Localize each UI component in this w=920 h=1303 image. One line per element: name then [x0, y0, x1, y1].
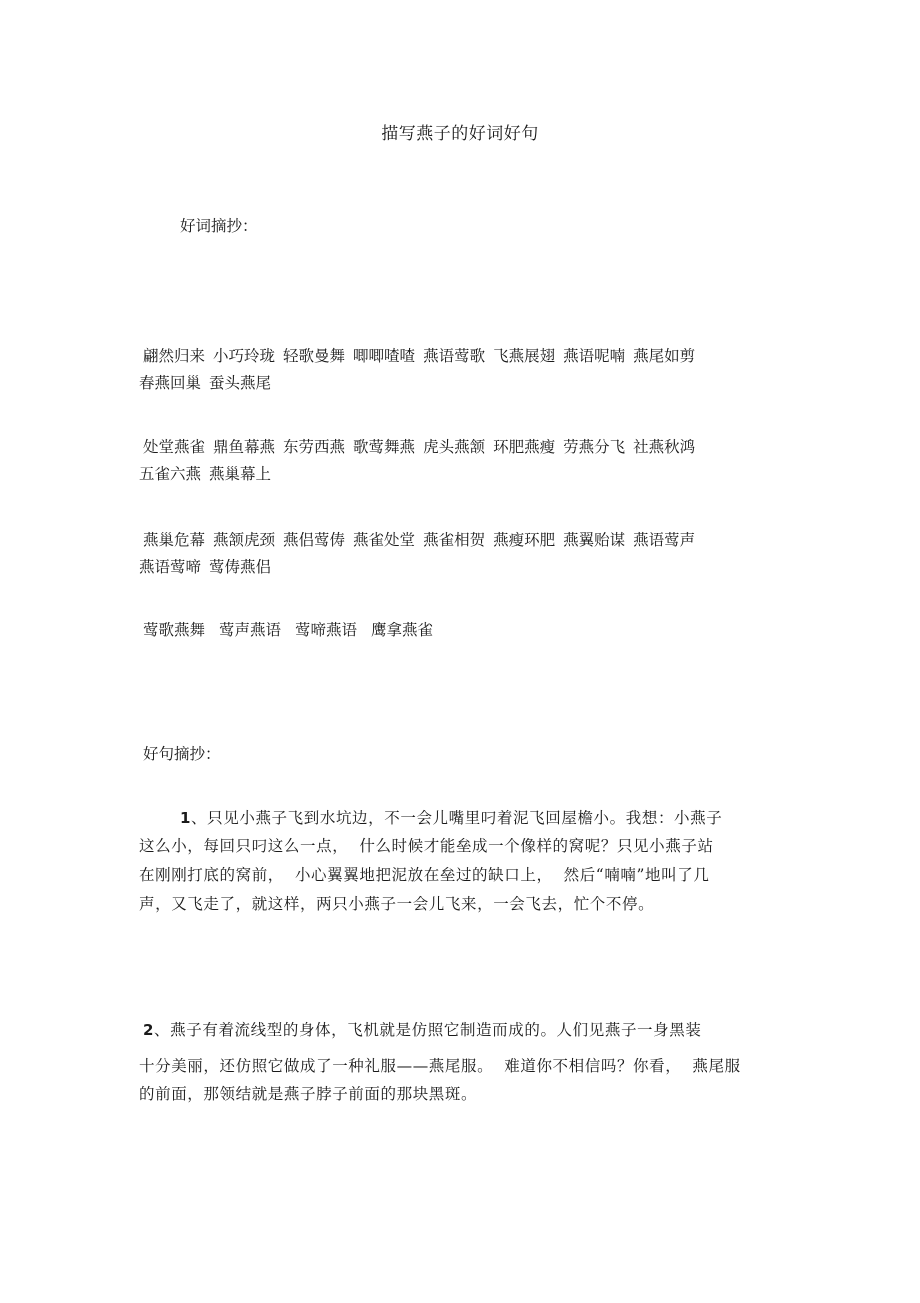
word-item: 莺声燕语 [219, 621, 282, 639]
paragraph-2-line-3: 的前面，那领结就是燕子脖子前面的那块黑斑。 [139, 1085, 478, 1103]
word-item: 春燕回巢 [139, 374, 202, 392]
word-item: 燕瘦环肥 [493, 531, 556, 549]
page-title: 描写燕子的好词好句 [381, 124, 539, 144]
paragraph-2-line-2: 十分美丽，还仿照它做成了一种礼服——燕尾服。 难道你不相信吗？你看， 燕尾服 [139, 1057, 741, 1075]
word-item: 燕颔虎颈 [213, 531, 276, 549]
word-item: 燕侣莺俦 [283, 531, 346, 549]
paragraph-number: 1 [180, 809, 192, 827]
word-group-2-line-2 [139, 462, 279, 484]
word-item: 唧唧喳喳 [353, 347, 416, 365]
word-item: 燕语莺歌 [423, 347, 486, 365]
word-item: 处堂燕雀 [143, 438, 206, 456]
word-item: 燕雀处堂 [353, 531, 416, 549]
paragraph-number: 2 [143, 1021, 155, 1039]
word-item: 燕语莺声 [633, 531, 696, 549]
word-item: 燕雀相贺 [423, 531, 486, 549]
paragraph-text: 、只见小燕子飞到水坑边，不一会儿嘴里叼着泥飞回屋檐小。我想：小燕子 [191, 809, 723, 827]
word-item: 燕尾如剪 [633, 347, 696, 365]
word-item: 燕语呢喃 [563, 347, 626, 365]
word-group-1-line-1 [143, 344, 703, 366]
paragraph-text: 、燕子有着流线型的身体，飞机就是仿照它制造而成的。人们见燕子一身黑装 [154, 1021, 702, 1039]
paragraph-1-line-1 [180, 806, 722, 828]
word-item: 燕语莺啼 [139, 558, 202, 576]
word-item: 东劳西燕 [283, 438, 346, 456]
word-item: 环肥燕瘦 [493, 438, 556, 456]
word-item: 翩然归来 [143, 347, 206, 365]
word-group-3-line-2 [139, 555, 279, 577]
word-item: 劳燕分飞 [563, 438, 626, 456]
word-group-3-line-1 [143, 528, 703, 550]
words-section-heading: 好词摘抄： [180, 217, 258, 235]
word-item: 蚕头燕尾 [209, 374, 272, 392]
word-item: 飞燕展翅 [493, 347, 556, 365]
word-item: 歌莺舞燕 [353, 438, 416, 456]
word-item: 燕巢幕上 [209, 465, 272, 483]
word-item: 鼎鱼幕燕 [213, 438, 276, 456]
paragraph-2-line-1 [143, 1018, 701, 1040]
word-item: 轻歌曼舞 [283, 347, 346, 365]
word-item: 社燕秋鸿 [633, 438, 696, 456]
word-item: 小巧玲珑 [213, 347, 276, 365]
sentences-section-heading: 好句摘抄： [143, 745, 221, 763]
word-item: 五雀六燕 [139, 465, 202, 483]
word-item: 莺歌燕舞 [143, 621, 206, 639]
paragraph-1-line-3: 在刚刚打底的窝前， 小心翼翼地把泥放在垒过的缺口上， 然后“喃喃”地叫了几 [139, 866, 710, 884]
word-item: 燕翼贻谋 [563, 531, 626, 549]
word-item: 莺俦燕侣 [209, 558, 272, 576]
word-item: 虎头燕颔 [423, 438, 486, 456]
paragraph-1-line-4: 声，又飞走了，就这样，两只小燕子一会儿飞来，一会飞去，忙个不停。 [139, 895, 655, 913]
word-group-1-line-2 [139, 371, 279, 393]
word-item: 燕巢危幕 [143, 531, 206, 549]
paragraph-1-line-2: 这么小，每回只叼这么一点， 什么时候才能垒成一个像样的窝呢？只见小燕子站 [139, 837, 714, 855]
word-group-4-line-1 [143, 618, 447, 640]
word-item: 鹰拿燕雀 [371, 621, 434, 639]
word-group-2-line-1 [143, 435, 703, 457]
word-item: 莺啼燕语 [295, 621, 358, 639]
